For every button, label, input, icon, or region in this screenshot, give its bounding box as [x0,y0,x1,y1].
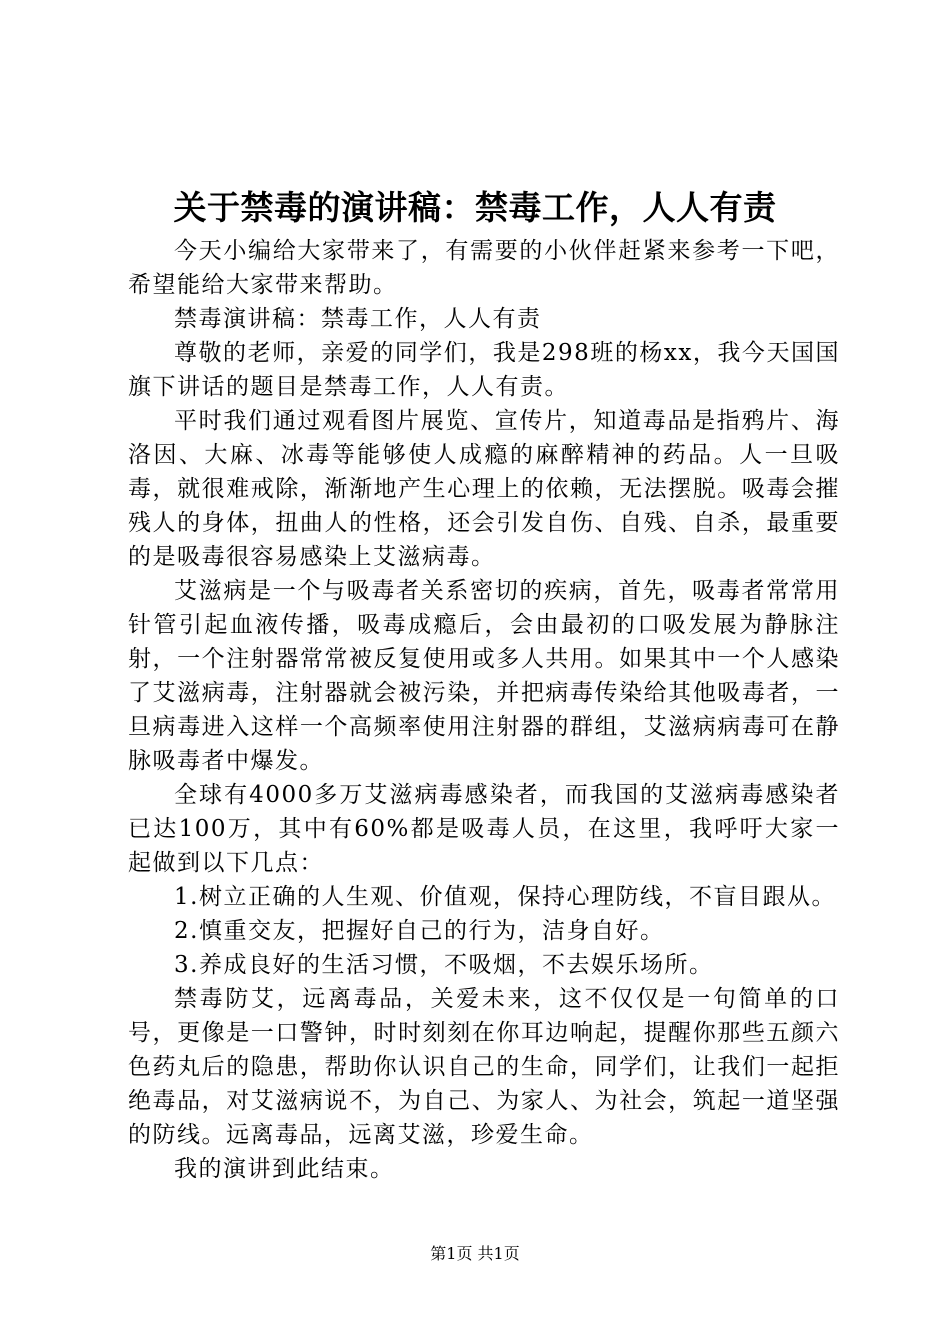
paragraph-closing: 我的演讲到此结束。 [174,1156,395,1182]
list-item-1: 1.树立正确的人生观、价值观，保持心理防线，不盲目跟从。 [174,884,836,910]
document-body [128,234,840,1186]
paragraph-aids: 艾滋病是一个与吸毒者关系密切的疾病，首先，吸毒者常常用针管引起血液传播，吸毒成瘾后，会由最初的口吸发展为静脉注射，一个注射器常常被反复使用或多人共用。如果其中一个人感染了艾滋病毒，注射器就会被污染，并把病毒传染给其他吸毒者，一旦病毒进入这样一个高频率使用注射器的群组，艾滋病病毒可在静脉吸毒者中爆发。 [128,578,840,774]
list-item-3: 3.养成良好的生活习惯，不吸烟，不去娱乐场所。 [174,952,714,978]
paragraph-subtitle: 禁毒演讲稿：禁毒工作，人人有责 [174,306,542,332]
page-footer: 第1页 共1页 [430,1244,520,1263]
list-item-2: 2.慎重交友，把握好自己的行为，洁身自好。 [174,918,665,944]
paragraph-drugs-definition: 平时我们通过观看图片展览、宣传片，知道毒品是指鸦片、海洛因、大麻、冰毒等能够使人成瘾的麻醉精神的药品。人一旦吸毒，就很难戒除，渐渐地产生心理上的依赖，无法摆脱。吸毒会摧残人的身体，扭曲人的性格，还会引发自伤、自残、自杀，最重要的是吸毒很容易感染上艾滋病毒。 [128,408,840,570]
paragraph-intro: 今天小编给大家带来了，有需要的小伙伴赶紧来参考一下吧，希望能给大家带来帮助。 [128,238,840,298]
paragraph-statistics: 全球有4000多万艾滋病毒感染者，而我国的艾滋病毒感染者已达100万，其中有60%都是吸毒人员，在这里，我呼吁大家一起做到以下几点： [128,782,840,876]
paragraph-greeting: 尊敬的老师，亲爱的同学们，我是298班的杨xx，我今天国国旗下讲话的题目是禁毒工作，人人有责。 [128,340,840,400]
paragraph-appeal: 禁毒防艾，远离毒品，关爱未来，这不仅仅是一句简单的口号，更像是一口警钟，时时刻刻在你耳边响起，提醒你那些五颜六色药丸后的隐患，帮助你认识自己的生命，同学们，让我们一起拒绝毒品，对艾滋病说不，为自己、为家人、为社会，筑起一道坚强的防线。远离毒品，远离艾滋，珍爱生命。 [128,986,840,1148]
document-title: 关于禁毒的演讲稿：禁毒工作，人人有责 [173,188,777,227]
